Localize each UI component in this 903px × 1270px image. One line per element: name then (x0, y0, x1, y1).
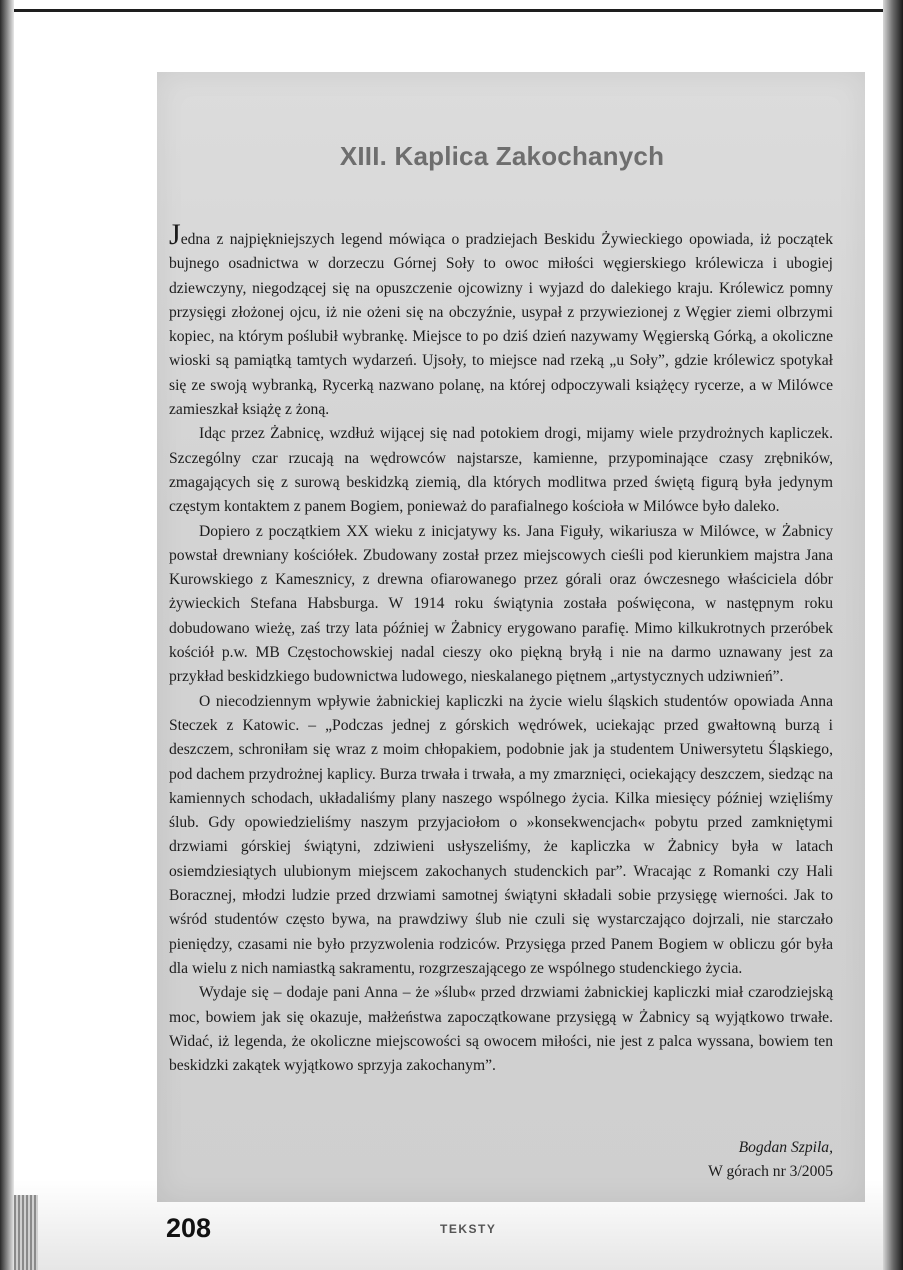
article-body (169, 218, 833, 1078)
chapter-title: XIII. Kaplica Zakochanych (339, 141, 665, 171)
scan-right-edge (883, 0, 903, 1270)
paragraph-1-text: edna z najpiękniejszych legend mówiąca o pradziejach Beskidu Żywieckiego opowiada, iż początek bujnego osadnictwa w dorzeczu Górnej Soły to owoc miłości węgierskiego królewicza i ubogiej dziewczyny, niegodzącej się na opuszczenie ojcowizny i wyjazd do dalekiego kraju. Królewicz pomny przysięgi złożonej ojcu, iż nie ożeni się na obczyźnie, usypał z przywiezionej z Węgier ziemi olbrzymi kopiec, na którym poślubił wybrankę. Miejsce to po dziś dzień nazywamy Węgierską Górką, a okoliczne wioski są pamiątką tamtych wydarzeń. Ujsoły, to miejsce nad rzeką „u Soły”, gdzie królewicz spotykał się ze swoją wybranką, Rycerką nazwano polanę, na której odpoczywali książęcy rycerze, a w Milówce zamieszkał książę z żoną. (169, 231, 833, 419)
signature (500, 1136, 833, 1184)
signature-source: W górach nr 3/2005 (708, 1163, 833, 1180)
drop-cap: J (169, 218, 181, 251)
paragraph-4: O niecodziennym wpływie żabnickiej kapliczki na życie wielu śląskich studentów opowiada Anna Steczek z Katowic. – „Podczas jednej z górskich wędrówek, uciekając przed gwałtowną burzą i deszczem, schroniłam się wraz z moim chłopakiem, podobnie jak ja studentem Uniwersytetu Śląskiego, pod dachem przydrożnej kaplicy. Burza trwała i trwała, a my zmarznięci, ociekający deszczem, siedząc na kamiennych schodach, układaliśmy plany naszego wspólnego życia. Kilka miesięcy później wzięliśmy ślub. Gdy opowiedzieliśmy naszym przyjaciołom o »konsekwencjach« pobytu przed zamkniętymi drzwiami górskiej świątyni, zdziwieni usłyszeliśmy, że kapliczka w Żabnicy była w latach osiemdziesiątych ulubionym miejscem zakochanych studenckich par”. Wracając z Romanki czy Hali Boracznej, młodzi ludzie przed drzwiami samotnej świątyni składali sobie przysięgę wierności. Jak to wśród studentów często bywa, na prawdziwy ślub nie czuli się wystarczająco dojrzali, nie starczało pieniędzy, czasami nie było przyzwolenia rodziców. Przysięga przed Panem Bogiem w obliczu gór była dla wielu z nich namiastką sakramentu, rozgrzeszającego ze wspólnego studenckiego życia. (169, 692, 833, 977)
page-number: 208 (166, 1213, 212, 1243)
paragraph-2: Idąc przez Żabnicę, wzdłuż wijącej się nad potokiem drogi, mijamy wiele przydrożnych kapliczek. Szczególny czar rzucają na wędrowców najstarsze, kamienne, przypominające czasy zrębników, zmagających się z surową beskidzką ziemią, dla których modlitwa przed świętą figurą była jedynym częstym kontaktem z panem Bogiem, ponieważ do parafialnego kościoła w Milówce było daleko. (169, 425, 833, 516)
paragraph-1 (169, 218, 833, 422)
scan-top-line (14, 9, 883, 12)
scan-binding-stripes (14, 1195, 38, 1270)
paragraph-5: Wydaje się – dodaje pani Anna – że »ślub« przed drzwiami żabnickiej kapliczki miał czarodziejską moc, bowiem jak się okazuje, małżeństwa zapoczątkowane przysięgą w Żabnicy są wyjątkowo trwałe. Widać, iż legenda, że okoliczne miejscowości są owocem miłości, nie jest z palca wyssana, bowiem ten beskidzki zakątek wyjątkowo sprzyja zakochanym”. (169, 984, 833, 1075)
paragraph-3: Dopiero z początkiem XX wieku z inicjatywy ks. Jana Figuły, wikariusza w Milówce, w Żabnicy powstał drewniany kościółek. Zbudowany został przez miejscowych cieśli pod kierunkiem majstra Jana Kurowskiego z Kamesznicy, z drewna ofiarowanego przez górali oraz ówczesnego właściciela dóbr żywieckich Stefana Habsburga. W 1914 roku świątynia została poświęcona, w następnym roku dobudowano wieżę, zaś trzy lata później w Żabnicy erygowano parafię. Mimo kilkukrotnych przeróbek kościół p.w. MB Częstochowskiej nadal cieszy oko piękną bryłą i nie na darmo uznawany jest za przykład beskidzkiego budownictwa ludowego, nieskalanego piętnem „artystycznych udziwnień”. (169, 522, 833, 686)
scan-left-edge (0, 0, 14, 1270)
signature-author: Bogdan Szpila, (738, 1139, 833, 1156)
footer-section-label: TEKSTY (440, 1222, 497, 1236)
